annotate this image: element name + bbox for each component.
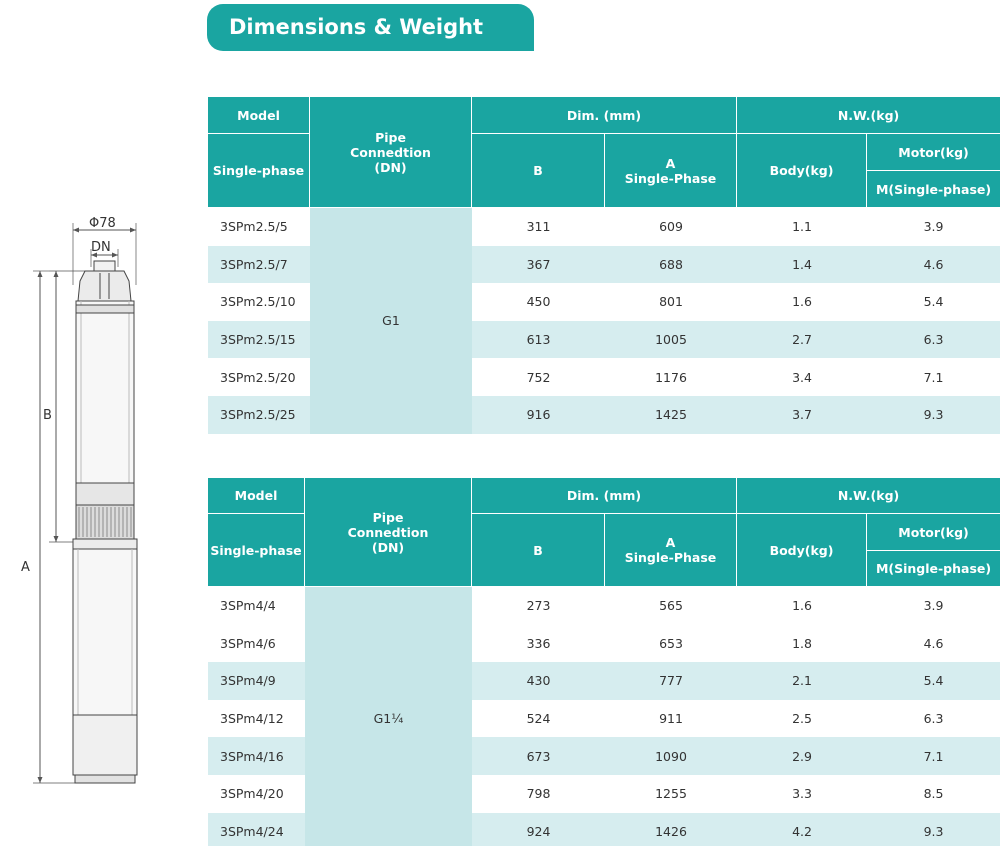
a-cell: 1176 (655, 369, 687, 385)
header-body: Body(kg) (737, 134, 867, 208)
header-a: A Single-Phase (605, 134, 737, 208)
header-m-single: M(Single-phase) (867, 551, 1000, 587)
body-cell: 2.7 (737, 321, 867, 359)
model-cell: 3SPm4/4 (220, 598, 276, 614)
b-cell: 924 (472, 813, 605, 846)
header-nw: N.W.(kg) (737, 478, 1000, 514)
b-cell: 367 (472, 246, 605, 284)
header-b: B (472, 134, 605, 208)
model-cell: 3SPm4/24 (208, 813, 305, 846)
a-cell: 688 (605, 246, 737, 284)
body-cell: 2.9 (737, 737, 867, 775)
b-cell: 673 (472, 737, 605, 775)
motor-cell: 7.1 (867, 737, 1000, 775)
a-cell: 1005 (605, 321, 737, 359)
header-pipe: Pipe Connedtion (DN) (310, 97, 472, 208)
header-single-phase: Single-phase (208, 134, 310, 208)
header-b: B (472, 514, 605, 587)
motor-cell: 6.3 (923, 711, 944, 727)
motor-cell: 5.4 (923, 294, 944, 310)
model-cell: 3SPm2.5/15 (208, 321, 310, 359)
motor-cell: 4.6 (867, 246, 1000, 284)
motor-cell: 4.6 (923, 635, 944, 651)
pump-inlet-screen (76, 505, 134, 539)
b-cell: 336 (526, 635, 551, 651)
motor-cell: 7.1 (923, 369, 944, 385)
body-cell: 1.6 (792, 598, 812, 614)
header-a: A Single-Phase (605, 514, 737, 587)
model-cell: 3SPm4/9 (208, 662, 305, 700)
a-cell: 911 (659, 711, 683, 727)
b-cell: 450 (526, 294, 551, 310)
motor-cell: 9.3 (867, 396, 1000, 434)
a-cell: 1255 (655, 786, 687, 802)
dn-label: DN (91, 240, 111, 255)
a-label: A (21, 560, 30, 575)
pump-outlet (94, 261, 115, 271)
motor-cell: 9.3 (867, 813, 1000, 846)
model-cell: 3SPm2.5/25 (208, 396, 310, 434)
b-cell: 524 (526, 711, 551, 727)
header-nw: N.W.(kg) (737, 97, 1000, 134)
pipe-cell: G1 (310, 208, 472, 434)
model-cell: 3SPm4/20 (220, 786, 284, 802)
body-cell: 1.1 (792, 219, 812, 235)
a-cell: 777 (605, 662, 737, 700)
table-row (208, 208, 1000, 246)
model-cell: 3SPm2.5/5 (220, 219, 288, 235)
body-cell: 1.6 (792, 294, 812, 310)
motor-cell: 5.4 (867, 662, 1000, 700)
model-cell: 3SPm4/6 (220, 635, 276, 651)
header-body: Body(kg) (737, 514, 867, 587)
header-model: Model (208, 478, 305, 514)
body-cell: 2.5 (792, 711, 812, 727)
pump-head (78, 271, 131, 301)
motor-cell: 6.3 (867, 321, 1000, 359)
body-cell: 3.3 (792, 786, 812, 802)
pump-dimension-drawing (15, 205, 145, 785)
b-cell: 752 (526, 369, 551, 385)
pipe-cell: G1¼ (305, 587, 472, 846)
a-cell: 565 (659, 598, 683, 614)
b-label: B (43, 408, 52, 423)
body-cell: 3.4 (792, 369, 812, 385)
header-dim: Dim. (mm) (472, 478, 737, 514)
model-cell: 3SPm4/12 (220, 711, 284, 727)
header-single-phase: Single-phase (208, 514, 305, 587)
phi-label: Φ78 (89, 216, 116, 231)
spec-table-1 (208, 97, 1000, 434)
section-title: Dimensions & Weight (207, 4, 534, 51)
header-dim: Dim. (mm) (472, 97, 737, 134)
model-cell: 3SPm2.5/20 (220, 369, 296, 385)
header-m-single: M(Single-phase) (867, 171, 1000, 208)
pump-body (76, 301, 134, 483)
spec-table-2 (208, 478, 1000, 846)
b-cell: 273 (526, 598, 551, 614)
a-cell: 1426 (605, 813, 737, 846)
header-motor: Motor(kg) (867, 514, 1000, 551)
b-cell: 916 (472, 396, 605, 434)
a-cell: 1090 (605, 737, 737, 775)
body-cell: 1.4 (737, 246, 867, 284)
model-cell: 3SPm2.5/7 (208, 246, 310, 284)
motor-cell: 3.9 (923, 219, 944, 235)
body-cell: 2.1 (737, 662, 867, 700)
b-cell: 798 (526, 786, 551, 802)
a-cell: 653 (659, 635, 683, 651)
a-cell: 1425 (605, 396, 737, 434)
a-cell: 801 (659, 294, 683, 310)
header-pipe: Pipe Connedtion (DN) (305, 478, 472, 587)
body-cell: 4.2 (737, 813, 867, 846)
a-cell: 609 (659, 219, 683, 235)
model-cell: 3SPm4/16 (208, 737, 305, 775)
header-model: Model (208, 97, 310, 134)
body-cell: 3.7 (737, 396, 867, 434)
b-cell: 613 (472, 321, 605, 359)
motor-cell: 8.5 (923, 786, 944, 802)
model-cell: 3SPm2.5/10 (220, 294, 296, 310)
header-motor: Motor(kg) (867, 134, 1000, 171)
motor-cell: 3.9 (923, 598, 944, 614)
b-cell: 311 (526, 219, 551, 235)
table-row (208, 587, 1000, 625)
body-cell: 1.8 (792, 635, 812, 651)
b-cell: 430 (472, 662, 605, 700)
